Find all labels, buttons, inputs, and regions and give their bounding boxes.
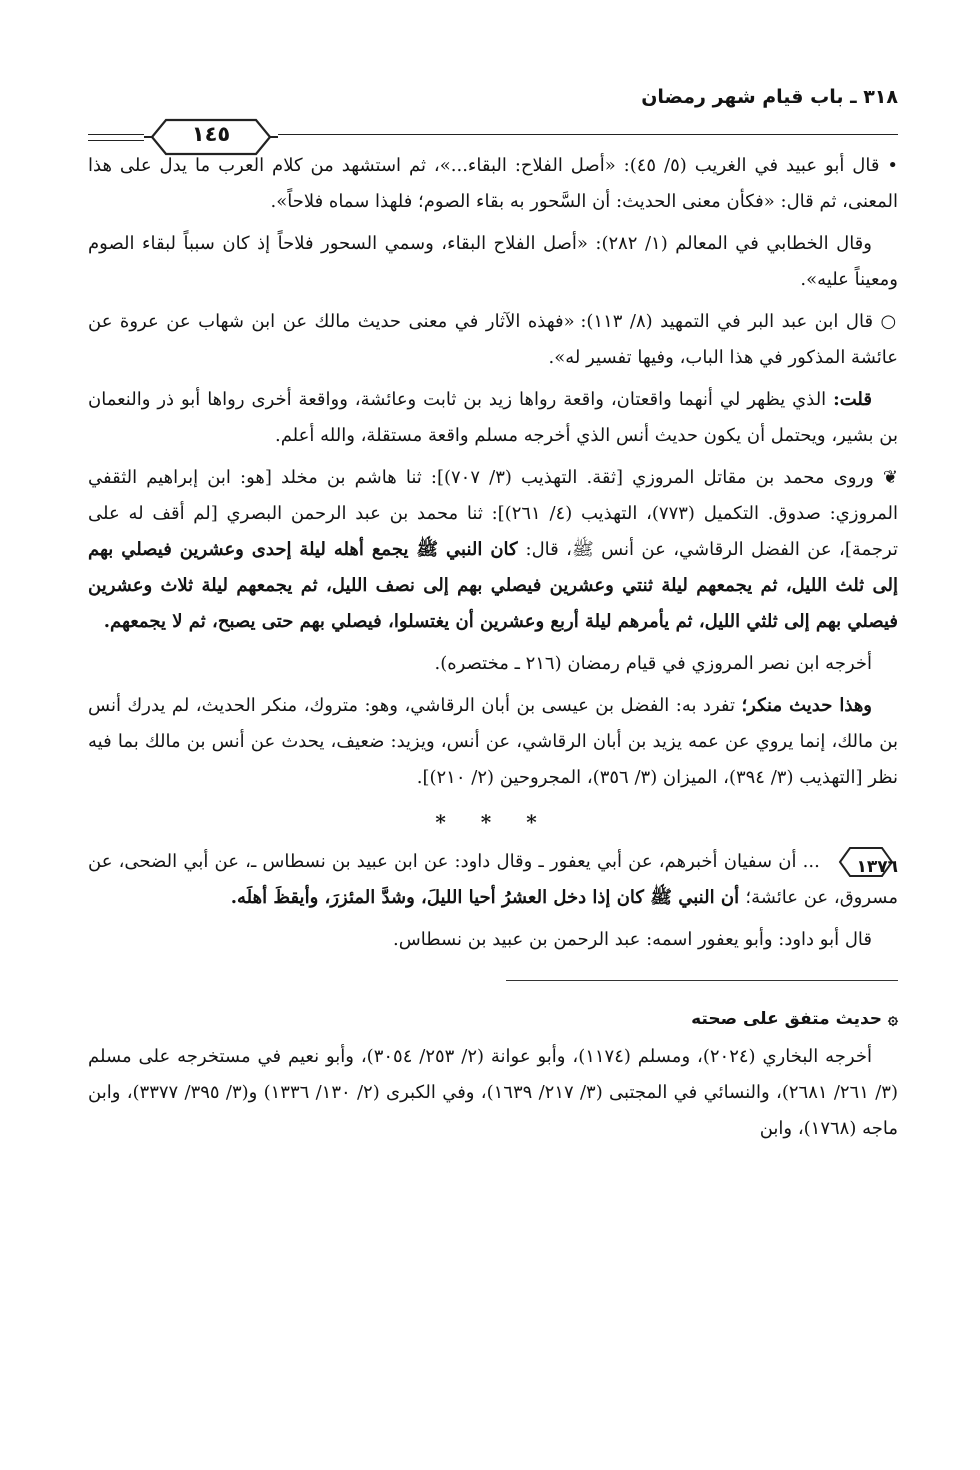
paragraph-text: ... أن سفيان أخبرهم، عن أبي يعفور ـ وقال داود: عن ابن عبيد بن نسطاس ـ، عن أبي الضحى، عن مسروق، عن عائشة؛ [88,851,898,908]
footnote-divider [506,980,898,981]
paragraph-lead: وهذا حديث منكر؛ [741,695,873,716]
header-rule [278,134,898,135]
running-header-title: ٣١٨ ـ باب قيام شهر رمضان [641,86,898,108]
section-heading [88,1003,898,1035]
paragraph-text: ❦ وروى محمد بن مقاتل المروزي [ثقة. التهذيب (٣/ ٧٠٧)]: ثنا هاشم بن مخلد [هو: ابن إبراهيم الثقفي المروزي: صدوق. التكميل (٧٧٣)، التهذيب (٤/ ٢٦١)]: ثنا محمد بن عبد الرحمن البصري [لم أقف له على ترجمة]، عن الفضل الرقاشي، عن أنس ﷺ، قال: [88,467,898,560]
paragraph: وقال الخطابي في المعالم (١/ ٢٨٢): «أصل الفلاح البقاء، وسمي السحور فلاحاً إذ كان سبباً لبقاء الصوم ومعيناً عليه». [88,233,898,290]
paragraph: أخرجه البخاري (٢٠٢٤)، ومسلم (١١٧٤)، وأبو عوانة (٢/ ٢٥٣/ ٣٠٥٤)، وأبو نعيم في مستخرجه على مسلم (٣/ ٢٦١/ ٢٦٨١)، والنسائي في المجتبى (٣/ ٢١٧/ ١٦٣٩)، وفي الكبرى (٢/ ١٣٠/ ١٣٣٦) و(٣/ ٣٩٥/ ٣٣٧٧)، وابن ماجه (١٧٦٨)، وابن [88,1046,898,1139]
paragraph [88,382,898,454]
hadith-paragraph [88,844,898,916]
section-separator: * * * [435,810,551,834]
paragraph [88,688,898,796]
paragraph: ○ قال ابن عبد البر في التمهيد (٨/ ١١٣): «فهذه الآثار في معنى حديث مالك عن ابن شهاب عن عروة عن عائشة المذكور في هذا الباب، وفيها تفسير له». [88,311,898,368]
header-rule [88,140,144,141]
hadith-number: ١٣٧٦ [856,857,898,877]
flower-icon: ۞ [888,1009,898,1029]
document-page [88,86,898,1396]
page-number-badge [142,114,280,160]
hadith-text: أن النبي ﷺ كان إذا دخل العشرُ أحيا الليلَ، وشدَّ المئزرَ، وأيقظَ أهلَه. [230,887,746,908]
paragraph: أخرجه ابن نصر المروزي في قيام رمضان (٢١٦ ـ مختصره). [434,653,872,674]
paragraph-lead: قلت: [833,389,872,410]
page-number: ١٤٥ [191,122,231,146]
paragraph [88,460,898,640]
page-header [88,86,898,148]
paragraph: • قال أبو عبيد في الغريب (٥/ ٤٥): «أصل الفلاح: البقاء...»، ثم استشهد من كلام العرب ما يدل على هذا المعنى، ثم قال: «فكأن معنى الحديث: أن السَّحور به بقاء الصوم؛ فلهذا سماه فلاحاً». [88,155,899,212]
header-rule [88,134,144,135]
hadith-number-badge [834,845,898,879]
hadith-text: كان النبي ﷺ يجمع أهله ليلة إحدى وعشرين فيصلي بهم إلى ثلث الليل، ثم يجمعهم ليلة ثنتي وعشرين فيصلي بهم إلى نصف الليل، ثم يجمعهم ليلة ثلاث وعشرين فيصلي بهم إلى ثلثي الليل، ثم يأمرهم ليلة أربع وعشرين أن يغتسلوا، فيصلي بهم حتى يصبح، ثم لا يجمعهم. [88,539,898,632]
paragraph-text: تفرد به: الفضل بن عيسى بن أبان الرقاشي، وهو: متروك، منكر الحديث، لم يدرك أنس بن مالك، إنما يروي عن عمه يزيد بن أبان الرقاشي، عن أنس، ويزيد: ضعيف، يحدث عن أنس بن مالك بما فيه نظر [التهذيب (٣/ ٣٩٤)، الميزان (٣/ ٣٥٦)، المجروحين (٢/ ٢١٠)]. [88,695,898,788]
section-heading-text: حديث متفق على صحته [691,1009,883,1029]
paragraph: قال أبو داود: وأبو يعفور اسمه: عبد الرحمن بن عبيد بن نسطاس. [393,929,872,950]
paragraph-text: الذي يظهر لي أنهما واقعتان، واقعة رواها زيد بن ثابت وعائشة، وواقعة أخرى رواها أبو ذر والنعمان بن بشير، ويحتمل أن يكون حديث أنس الذي أخرجه مسلم واقعة مستقلة، والله أعلم. [88,389,898,446]
